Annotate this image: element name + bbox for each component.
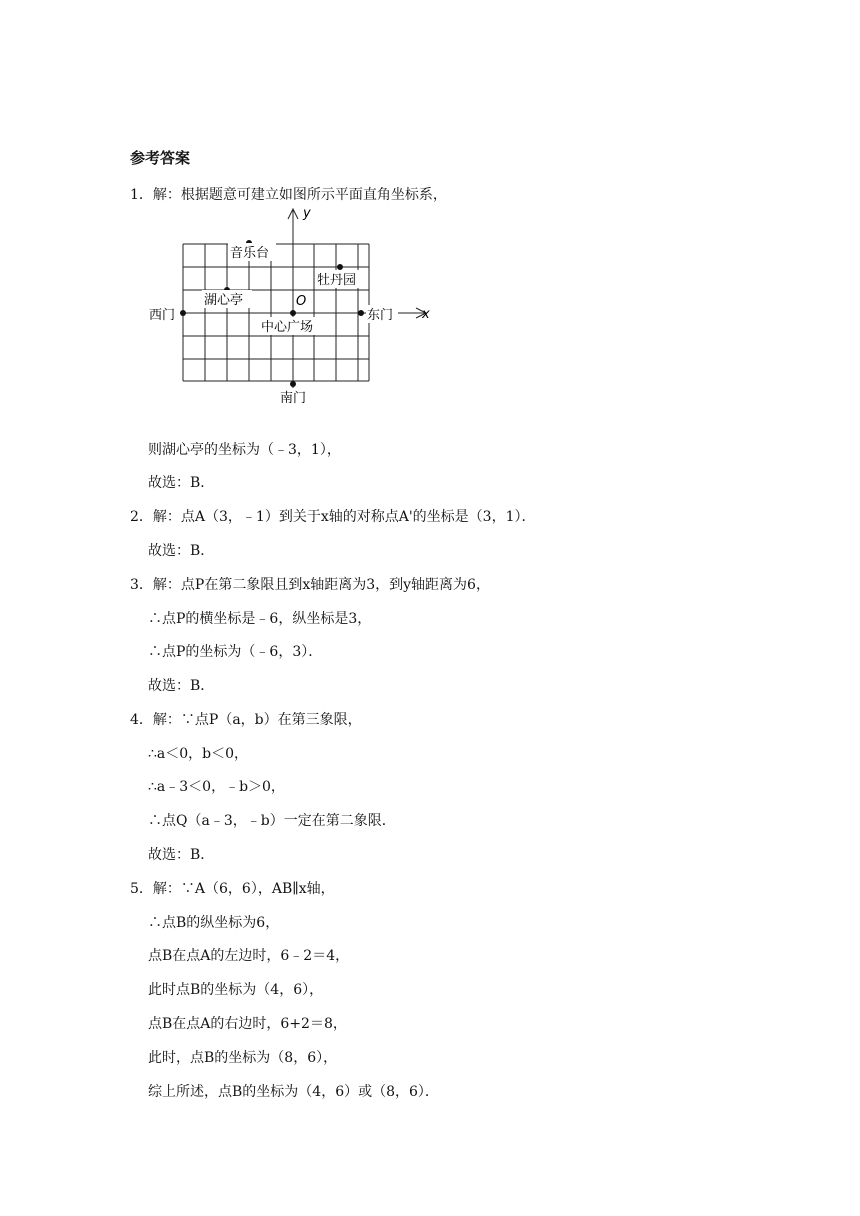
answer-2-choice: 故选：B． — [148, 543, 215, 559]
answer-3-step-2: ∴点P的坐标为（﹣6，3）． — [148, 644, 323, 660]
answer-3-choice: 故选：B． — [148, 678, 215, 694]
peony-garden-label: 牡丹园 — [317, 273, 357, 288]
answer-1-result: 则湖心亭的坐标为（﹣3，1）， — [148, 442, 341, 458]
south-gate-point — [290, 381, 296, 387]
music-stage-label: 音乐台 — [230, 246, 270, 261]
west-gate-point — [180, 310, 186, 316]
answer-heading: 参考答案 — [130, 149, 191, 167]
south-gate-label: 南门 — [280, 391, 307, 405]
answer-5-step-5: 此时，点B的坐标为（8，6）， — [148, 1050, 338, 1066]
origin-label: O — [296, 294, 307, 309]
east-gate-label: 东门 — [367, 308, 394, 323]
answer-5-step-3: 此时点B的坐标为（4，6）， — [148, 982, 324, 998]
answer-4-step-3: ∴点Q（a﹣3，﹣b）一定在第二象限． — [148, 813, 396, 829]
answer-4-choice: 故选：B． — [148, 847, 215, 863]
west-gate-label: 西门 — [149, 308, 176, 323]
answer-1-choice: 故选：B． — [148, 475, 215, 491]
y-axis-label: y — [303, 206, 311, 221]
answer-2-solution: 2．解：点A（3，﹣1）到关于x轴的对称点A'的坐标是（3，1）． — [130, 509, 536, 525]
peony-garden-point — [337, 264, 343, 270]
lake-pavilion-label: 湖心亭 — [204, 293, 244, 308]
origin-point — [290, 310, 296, 316]
answer-1-intro: 1．解：根据题意可建立如图所示平面直角坐标系， — [130, 187, 447, 203]
answer-5-step-2: 点B在点A的左边时，6﹣2＝4， — [148, 948, 350, 964]
answer-5-conclusion: 综上所述，点B的坐标为（4，6）或（8，6）． — [148, 1084, 439, 1100]
answer-3-step-1: ∴点P的横坐标是﹣6，纵坐标是3， — [148, 611, 372, 627]
center-square-label: 中心广场 — [261, 320, 314, 335]
coordinate-grid-figure — [140, 205, 440, 405]
answer-5-step-4: 点B在点A的右边时，6+2＝8， — [148, 1016, 347, 1032]
east-gate-point — [358, 310, 364, 316]
x-axis-label: x — [422, 307, 430, 322]
answer-4-step-1: ∴a＜0，b＜0， — [148, 746, 249, 762]
answer-4-step-2: ∴a﹣3＜0，﹣b＞0， — [148, 779, 285, 795]
answer-3-solution: 3．解：点P在第二象限且到x轴距离为3，到y轴距离为6， — [130, 577, 490, 593]
answer-4-solution: 4．解：∵点P（a，b）在第三象限， — [130, 712, 362, 728]
answer-5-solution: 5．解：∵A（6，6），AB∥x轴， — [130, 881, 335, 897]
answer-5-step-1: ∴点B的纵坐标为6， — [148, 915, 280, 931]
